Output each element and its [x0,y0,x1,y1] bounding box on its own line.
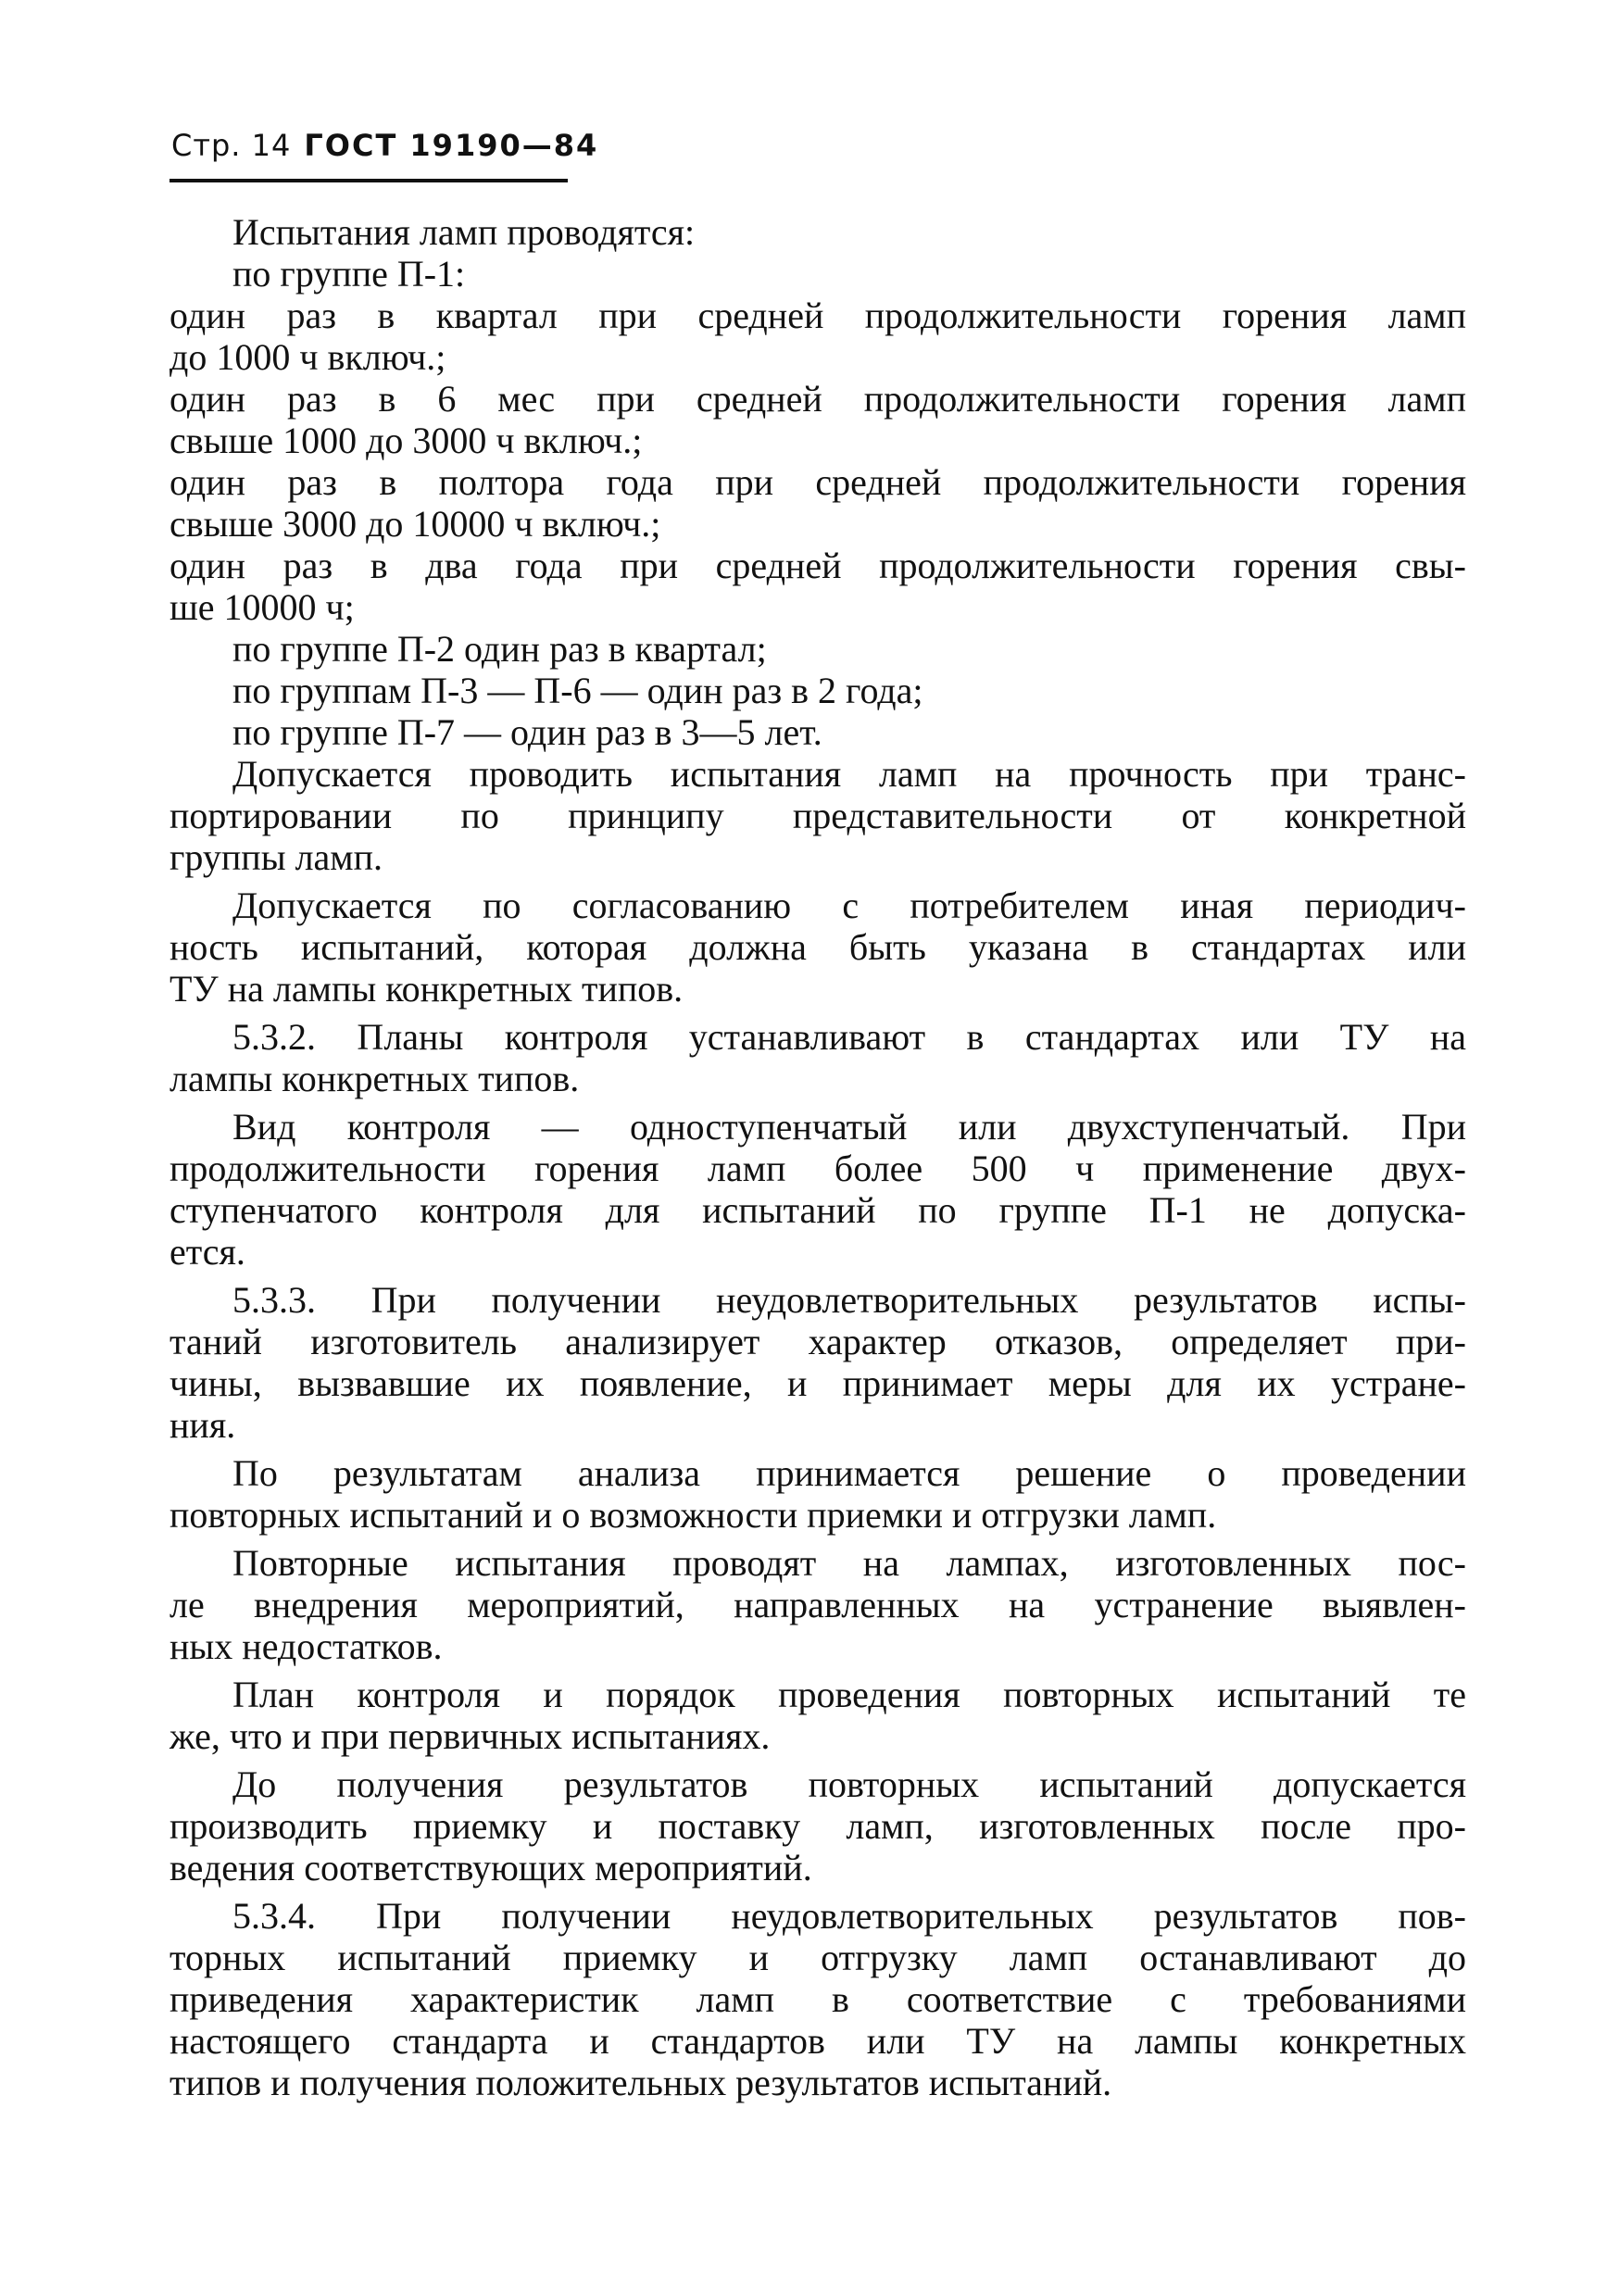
text-line: ется. [169,1231,245,1273]
text-line: 5.3.3. При получении неудовлетворительных результатов испы- [232,1279,1466,1321]
text-line: План контроля и порядок проведения повторных испытаний те [232,1674,1466,1715]
text-line: По результатам анализа принимается решение о проведении [232,1452,1466,1494]
text-line: чины, вызвавшие их появление, и принимает меры для их устране- [169,1362,1466,1404]
text-line: До получения результатов повторных испытаний допускается [232,1763,1466,1805]
text-line: же, что и при первичных испытаниях. [169,1715,771,1757]
text-line: один раз в два года при средней продолжительности горения свы- [169,545,1466,586]
text-line: ступенчатого контроля для испытаний по группе П-1 не допуска- [169,1189,1466,1231]
text-line: ше 10000 ч; [169,586,355,628]
text-line: приведения характеристик ламп в соответствие с требованиями [169,1978,1466,2020]
text-line: портировании по принципу представительности от конкретной [169,795,1466,836]
header-rule [169,179,568,182]
text-line: по группам П-3 — П-6 — один раз в 2 года; [232,670,923,711]
text-line: Допускается проводить испытания ламп на прочность при транс- [232,753,1466,795]
text-line: производить приемку и поставку ламп, изготовленных после про- [169,1805,1466,1847]
text-line: ведения соответствующих мероприятий. [169,1847,812,1888]
text-line: по группе П-1: [232,253,466,295]
text-line: Повторные испытания проводят на лампах, изготовленных пос- [232,1542,1466,1584]
text-line: по группе П-2 один раз в квартал; [232,628,767,670]
text-line: Испытания ламп проводятся: [232,211,696,253]
text-line: ния. [169,1404,236,1446]
text-line: группы ламп. [169,836,383,878]
text-line: повторных испытаний и о возможности приемки и отгрузки ламп. [169,1494,1217,1536]
text-line: по группе П-7 — один раз в 3—5 лет. [232,711,822,753]
text-line: один раз в полтора года при средней продолжительности горения [169,461,1466,503]
text-line: типов и получения положительных результатов испытаний. [169,2062,1112,2103]
text-line: продолжительности горения ламп более 500 ч применение двух- [169,1148,1466,1189]
text-line: Допускается по согласованию с потребителем иная периодич- [232,885,1466,926]
text-line: свыше 1000 до 3000 ч включ.; [169,420,643,461]
text-line: один раз в квартал при средней продолжительности горения ламп [169,295,1466,336]
page-header [171,128,598,163]
text-line: один раз в 6 мес при средней продолжительности горения ламп [169,378,1466,420]
text-line: свыше 3000 до 10000 ч включ.; [169,503,661,545]
text-line: торных испытаний приемку и отгрузку ламп останавливают до [169,1937,1466,1978]
text-line: Вид контроля — одноступенчатый или двухступенчатый. При [232,1106,1466,1148]
text-line: ность испытаний, которая должна быть указана в стандартах или [169,926,1466,968]
document-body [169,211,1466,2103]
standard-designation: ГОСТ 19190—84 [304,128,599,163]
text-line: ных недостатков. [169,1625,443,1667]
text-line: 5.3.4. При получении неудовлетворительных результатов пов- [232,1895,1466,1937]
text-line: до 1000 ч включ.; [169,336,446,378]
text-line: ТУ на лампы конкретных типов. [169,968,684,1010]
text-line: настоящего стандарта и стандартов или ТУ на лампы конкретных [169,2020,1466,2062]
text-line: лампы конкретных типов. [169,1058,580,1099]
text-line: таний изготовитель анализирует характер отказов, определяет при- [169,1321,1466,1362]
text-line: ле внедрения мероприятий, направленных на устранение выявлен- [169,1584,1466,1625]
page-number: Стр. 14 [171,128,292,163]
text-line: 5.3.2. Планы контроля устанавливают в стандартах или ТУ на [232,1016,1466,1058]
